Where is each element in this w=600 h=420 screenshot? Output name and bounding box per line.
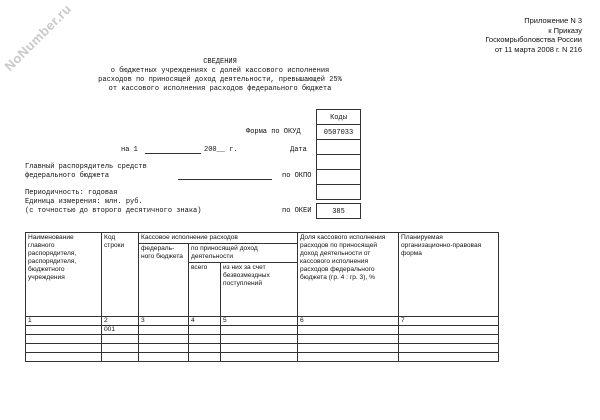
table-cell (298, 344, 399, 353)
precision: (с точностью до второго десятичного знака) (25, 207, 202, 215)
annex-block (485, 16, 582, 54)
data-table (25, 232, 499, 362)
header-name: Наименование главного распорядителя, распорядителя, бюджетного учреждения (26, 233, 102, 317)
date-code-cell (316, 139, 361, 155)
table-cell (298, 326, 399, 335)
okud-code: 0507033 (316, 124, 361, 140)
table-cell (26, 353, 102, 362)
col-number: 2 (102, 317, 139, 326)
okud-label: Форма по ОКУД (246, 128, 301, 136)
document-title (60, 58, 380, 94)
col-number: 3 (139, 317, 189, 326)
row-code: 001 (102, 326, 139, 335)
ga-line2: федерального бюджета (25, 172, 110, 180)
okpo-code-cell (316, 169, 361, 185)
title-line: СВЕДЕНИЯ (203, 58, 237, 66)
header-federal: федераль-ного бюджета (139, 244, 189, 317)
col-number: 7 (399, 317, 499, 326)
table-cell (26, 335, 102, 344)
codes-header: Коды (316, 109, 361, 125)
okei-code: 385 (316, 203, 361, 219)
date-prefix: на 1 (121, 146, 138, 154)
title-line: о бюджетных учреждениях с долей кассового исполнения (110, 67, 330, 75)
table-cell (102, 344, 139, 353)
title-line: от кассового исполнения расходов федерального бюджета (108, 85, 332, 93)
year-label: 200__ г. (204, 146, 238, 154)
table-cell (221, 335, 298, 344)
annex-line: к Приказу (548, 25, 582, 35)
header-code: Код строки (102, 233, 139, 317)
annex-line: Приложение N 3 (524, 16, 582, 25)
header-total: всего (189, 263, 221, 317)
table-cell (399, 326, 499, 335)
annex-line: Госкомрыболовства России (485, 35, 582, 44)
watermark: NoNumber.ru (1, 1, 75, 74)
col-number: 6 (298, 317, 399, 326)
table-cell (26, 326, 102, 335)
table-cell (139, 353, 189, 362)
table-cell (298, 335, 399, 344)
table-cell (189, 326, 221, 335)
ga-code-cell (316, 154, 361, 170)
date-label: Дата (290, 146, 307, 154)
header-share: Доля кассового исполнения расходов по приносящей доход деятельности от кассового исполнения расходов федерального бюджета (гр. 4 : гр. 3), % (298, 233, 399, 317)
table-cell (399, 335, 499, 344)
ga-underline (178, 179, 272, 180)
unit: Единица измерения: млн. руб. (25, 198, 143, 206)
col-number: 1 (26, 317, 102, 326)
annex-line: от 11 марта 2008 г. N 216 (494, 44, 582, 54)
table-cell (298, 353, 399, 362)
header-planned-form: Планируемая организационно-правовая форма (399, 233, 499, 317)
table-cell (189, 353, 221, 362)
table-cell (139, 326, 189, 335)
date-underline (145, 153, 201, 154)
title-line: расходов по приносящей доход деятельности, превышающей 25% (98, 76, 342, 84)
table-cell (102, 335, 139, 344)
table-cell (26, 344, 102, 353)
table-cell (139, 344, 189, 353)
col-number: 4 (189, 317, 221, 326)
blank-code-cell (316, 184, 361, 200)
ga-line1: Главный распорядитель средств (25, 163, 147, 171)
okpo-label: по ОКПО (282, 172, 312, 180)
header-free-receipts: из них за счет безвозмездных поступлений (221, 263, 298, 317)
table-cell (102, 353, 139, 362)
table-cell (221, 353, 298, 362)
table-cell (221, 344, 298, 353)
table-cell (189, 344, 221, 353)
col-number: 5 (221, 317, 298, 326)
table-cell (189, 335, 221, 344)
header-income-activity: по приносящей доход деятельности (189, 244, 298, 263)
okei-label: по ОКЕИ (282, 207, 312, 215)
table-cell (221, 326, 298, 335)
table-cell (399, 344, 499, 353)
table-cell (399, 353, 499, 362)
header-cash-execution: Кассовое исполнение расходов (139, 233, 298, 244)
periodicity: Периодичность: годовая (25, 189, 118, 197)
table-cell (139, 335, 189, 344)
